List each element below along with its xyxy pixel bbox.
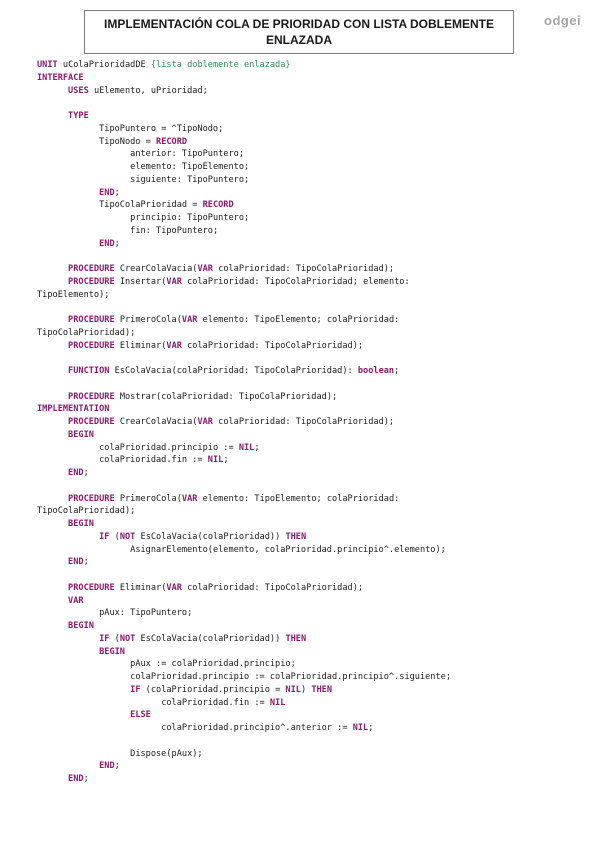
code-line: anterior: TipoPuntero; <box>130 149 245 160</box>
code-line: END; <box>99 187 120 198</box>
code-line: USES uElemento, uPrioridad; <box>68 85 208 96</box>
code-line: PROCEDURE CrearColaVacia(VAR colaPrioridad: TipoColaPrioridad); <box>68 417 395 427</box>
code-line: TipoElemento); <box>37 289 110 300</box>
code-line: TipoPuntero = ^TipoNodo; <box>99 123 224 134</box>
code-line <box>37 569 587 582</box>
code-line: BEGIN <box>68 621 94 631</box>
code-line: TipoColaPrioridad); <box>37 327 136 338</box>
code-line: colaPrioridad.principio := colaPrioridad.principio^.siguiente; <box>130 672 452 682</box>
code-line: END; <box>68 557 89 568</box>
code-line: PROCEDURE PrimeroCola(VAR elemento: TipoElemento; colaPrioridad: <box>68 493 400 504</box>
code-line: siguiente: TipoPuntero; <box>130 174 250 185</box>
code-line: PROCEDURE Eliminar(VAR colaPrioridad: TipoColaPrioridad); <box>68 340 364 351</box>
code-line <box>37 97 587 110</box>
code-line <box>37 735 587 748</box>
code-line: VAR <box>68 595 84 606</box>
code-line: colaPrioridad.principio := NIL; <box>99 442 260 453</box>
code-line: BEGIN <box>68 519 94 529</box>
code-line: END; <box>68 774 89 784</box>
document-title: IMPLEMENTACIÓN COLA DE PRIORIDAD CON LISTA DOBLEMENTE ENLAZADA <box>104 17 494 47</box>
document-title-box <box>84 10 514 54</box>
code-line <box>37 480 587 493</box>
code-line: colaPrioridad.principio^.anterior := NIL; <box>161 723 374 733</box>
code-line: IF (colaPrioridad.principio = NIL) THEN <box>130 684 333 695</box>
code-line: AsignarElemento(elemento, colaPrioridad.principio^.elemento); <box>130 544 446 555</box>
code-line <box>37 378 587 391</box>
code-line: END; <box>68 468 89 478</box>
code-line: IMPLEMENTATION <box>37 404 110 415</box>
brand-logo: odgei <box>544 13 582 28</box>
code-line: pAux: TipoPuntero; <box>99 608 193 619</box>
code-line: BEGIN <box>68 429 94 440</box>
code-line: fin: TipoPuntero; <box>130 225 219 236</box>
code-line: PROCEDURE Mostrar(colaPrioridad: TipoColaPrioridad); <box>68 391 338 402</box>
code-line: END; <box>99 238 120 249</box>
code-line: principio: TipoPuntero; <box>130 213 250 223</box>
code-line: colaPrioridad.fin := NIL <box>161 697 286 708</box>
code-line: TipoNodo = RECORD <box>99 136 188 147</box>
code-line <box>37 301 587 314</box>
code-line: INTERFACE <box>37 72 84 83</box>
code-line: elemento: TipoElemento; <box>130 162 250 172</box>
code-line: pAux := colaPrioridad.principio; <box>130 659 296 670</box>
code-listing <box>37 59 587 786</box>
code-line: FUNCTION EsColaVacia(colaPrioridad: TipoColaPrioridad): boolean; <box>68 366 400 376</box>
code-line: TipoColaPrioridad = RECORD <box>99 200 234 211</box>
code-line: PROCEDURE Eliminar(VAR colaPrioridad: TipoColaPrioridad); <box>68 582 364 593</box>
code-line: PROCEDURE PrimeroCola(VAR elemento: TipoElemento; colaPrioridad: <box>68 315 400 325</box>
code-line: PROCEDURE Insertar(VAR colaPrioridad: TipoColaPrioridad; elemento: <box>68 276 410 287</box>
code-line: TYPE <box>68 111 89 121</box>
code-line <box>37 352 587 365</box>
code-line: Dispose(pAux); <box>130 748 203 759</box>
code-line: IF (NOT EsColaVacia(colaPrioridad)) THEN <box>99 633 307 644</box>
code-line: colaPrioridad.fin := NIL; <box>99 455 229 466</box>
code-line: PROCEDURE CrearColaVacia(VAR colaPrioridad: TipoColaPrioridad); <box>68 264 395 274</box>
code-line: UNIT uColaPrioridadDE {lista doblemente enlazada} <box>37 60 291 70</box>
code-line: IF (NOT EsColaVacia(colaPrioridad)) THEN <box>99 531 307 542</box>
code-line: END; <box>99 761 120 772</box>
code-line <box>37 250 587 263</box>
code-line: TipoColaPrioridad); <box>37 506 136 517</box>
code-line: ELSE <box>130 710 151 721</box>
code-line: BEGIN <box>99 646 125 657</box>
